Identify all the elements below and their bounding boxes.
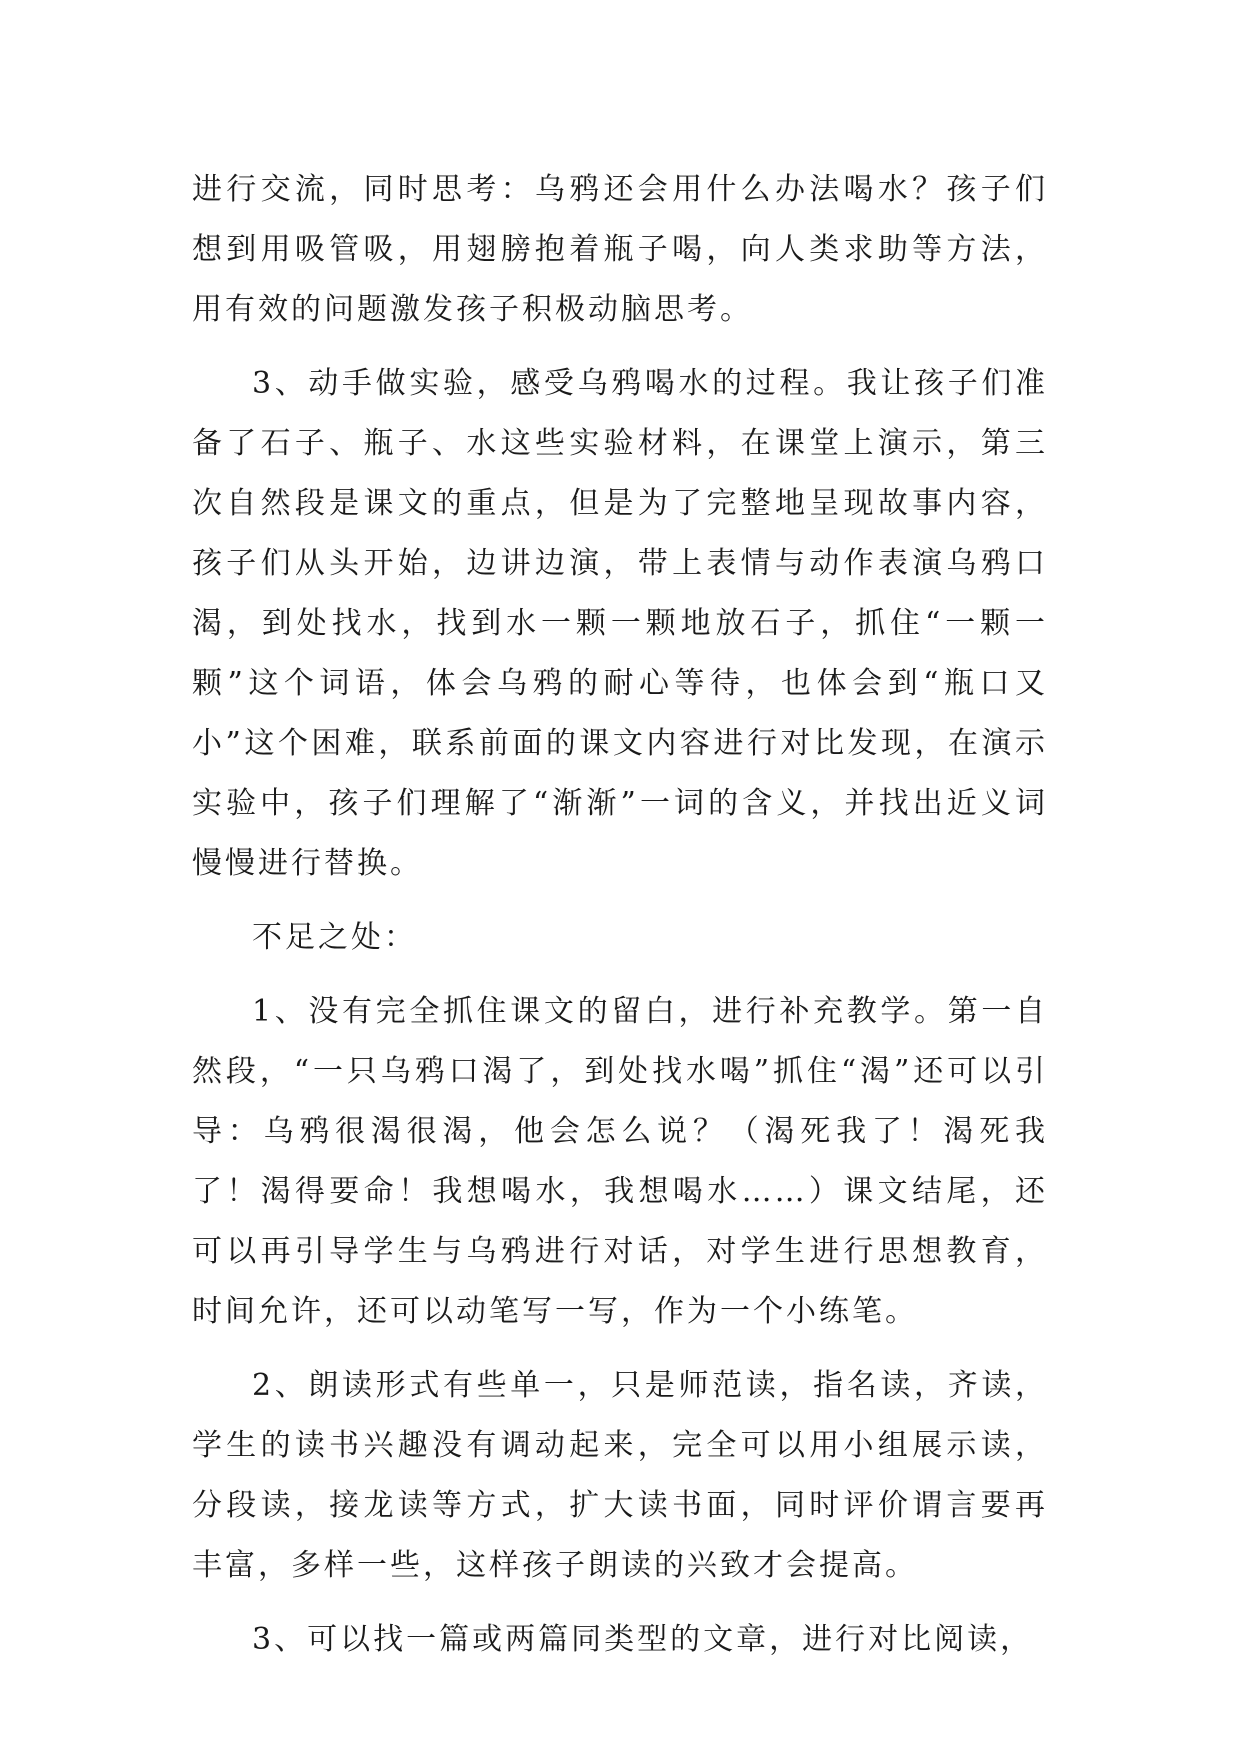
paragraph-continuation: 进行交流，同时思考：乌鸦还会用什么办法喝水？孩子们想到用吸管吸，用翅膀抱着瓶子喝，向人类求助等方法，用有效的问题激发孩子积极动脑思考。 <box>192 172 1048 327</box>
paragraph-shortcoming-3: 3、可以找一篇或两篇同类型的文章，进行对比阅读， <box>252 1622 1034 1657</box>
paragraph-shortcomings-heading: 不足之处： <box>252 920 417 955</box>
document-body <box>192 160 1048 1684</box>
paragraph-shortcoming-2: 2、朗读形式有些单一，只是师范读，指名读，齐读，学生的读书兴趣没有调动起来，完全可以用小组展示读，分段读，接龙读等方式，扩大读书面，同时评价谓言要再丰富，多样一些，这样孩子朗读的兴致才会提高。 <box>192 1368 1048 1583</box>
paragraph-shortcoming-1: 1、没有完全抓住课文的留白，进行补充教学。第一自然段，“一只乌鸦口渴了，到处找水喝”抓住“渴”还可以引导：乌鸦很渴很渴，他会怎么说？（渴死我了！渴死我了！渴得要命！我想喝水，我想喝水……）课文结尾，还可以再引导学生与乌鸦进行对话，对学生进行思想教育，时间允许，还可以动笔写一写，作为一个小练笔。 <box>192 994 1048 1329</box>
paragraph-point-3-experiment: 3、动手做实验，感受乌鸦喝水的过程。我让孩子们准备了石子、瓶子、水这些实验材料，在课堂上演示，第三次自然段是课文的重点，但是为了完整地呈现故事内容，孩子们从头开始，边讲边演，带上表情与动作表演乌鸦口渴，到处找水，找到水一颗一颗地放石子，抓住“一颗一颗”这个词语，体会乌鸦的耐心等待，也体会到“瓶口又小”这个困难，联系前面的课文内容进行对比发现，在演示实验中，孩子们理解了“渐渐”一词的含义，并找出近义词慢慢进行替换。 <box>192 366 1048 881</box>
